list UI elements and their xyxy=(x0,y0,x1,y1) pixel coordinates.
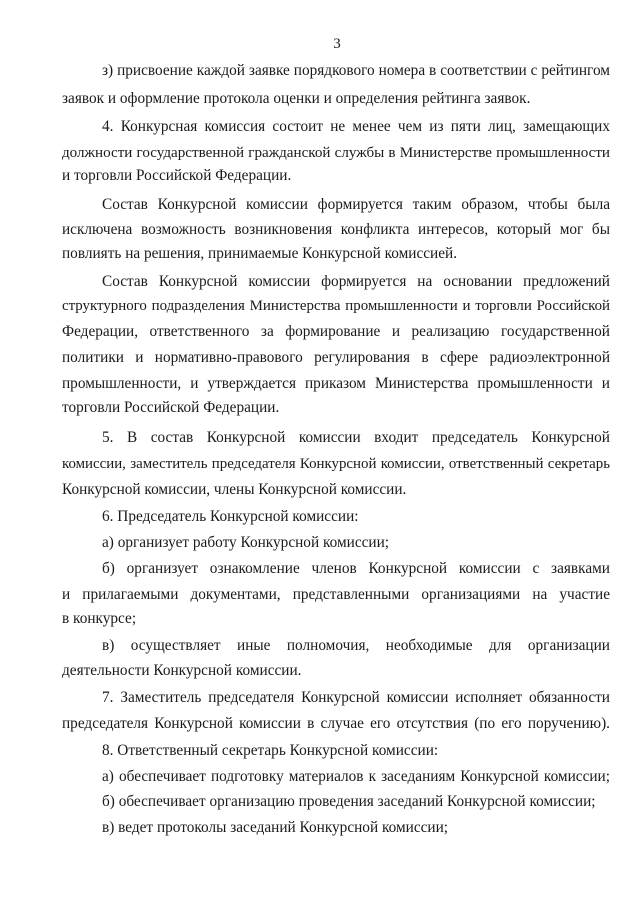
text-line: должности государственной гражданской службы в Министерстве промышленности xyxy=(62,145,610,161)
text-line: и торговли Российской Федерации. xyxy=(62,167,292,184)
text-line: политики и нормативно-правового регулирования в сфере радиоэлектронной xyxy=(62,349,610,366)
text-line: б) обеспечивает организацию проведения заседаний Конкурсной комиссии; xyxy=(102,793,596,810)
text-line: председателя Конкурсной комиссии в случае его отсутствия (по его поручению). xyxy=(62,715,610,732)
text-line: в) ведет протоколы заседаний Конкурсной комиссии; xyxy=(102,819,449,836)
text-line: в) осуществляет иные полномочия, необходимые для организации xyxy=(102,637,610,654)
text-line: Состав Конкурсной комиссии формируется таким образом, чтобы была xyxy=(102,196,610,213)
text-line: заявок и оформление протокола оценки и определения рейтинга заявок. xyxy=(62,90,531,107)
text-line: структурного подразделения Министерства промышленности и торговли Российской xyxy=(62,298,610,314)
text-line: комиссии, заместитель председателя Конкурсной комиссии, ответственный секретарь xyxy=(62,456,610,472)
text-line: торговли Российской Федерации. xyxy=(62,399,280,416)
text-line: промышленности, и утверждается приказом Министерства промышленности и xyxy=(62,375,610,392)
text-line: а) обеспечивает подготовку материалов к заседаниям Конкурсной комиссии; xyxy=(102,768,610,785)
text-line: исключена возможность возникновения конфликта интересов, который мог бы xyxy=(62,221,610,238)
text-line: 7. Заместитель председателя Конкурсной комиссии исполняет обязанности xyxy=(102,689,610,706)
text-line: б) организует ознакомление членов Конкурсной комиссии с заявками xyxy=(102,560,610,577)
text-line: в конкурсе; xyxy=(62,610,137,627)
text-line: повлиять на решения, принимаемые Конкурсной комиссией. xyxy=(62,245,458,262)
text-line: Состав Конкурсной комиссии формируется на основании предложений xyxy=(102,273,610,290)
text-line: Федерации, ответственного за формирование и реализацию государственной xyxy=(62,323,610,340)
text-line: 4. Конкурсная комиссия состоит не менее чем из пяти лиц, замещающих xyxy=(102,118,610,135)
text-line: деятельности Конкурсной комиссии. xyxy=(62,662,302,679)
text-line: а) организует работу Конкурсной комиссии; xyxy=(102,534,390,551)
text-line: з) присвоение каждой заявке порядкового номера в соответствии с рейтингом xyxy=(102,62,610,79)
text-line: 5. В состав Конкурсной комиссии входит председатель Конкурсной xyxy=(102,429,610,446)
page-number: 3 xyxy=(333,36,341,52)
text-line: 6. Председатель Конкурсной комиссии: xyxy=(102,508,359,525)
text-line: и прилагаемыми документами, представленными организациями на участие xyxy=(62,586,610,603)
text-line: 8. Ответственный секретарь Конкурсной комиссии: xyxy=(102,742,439,759)
text-line: Конкурсной комиссии, члены Конкурсной комиссии. xyxy=(62,481,407,498)
